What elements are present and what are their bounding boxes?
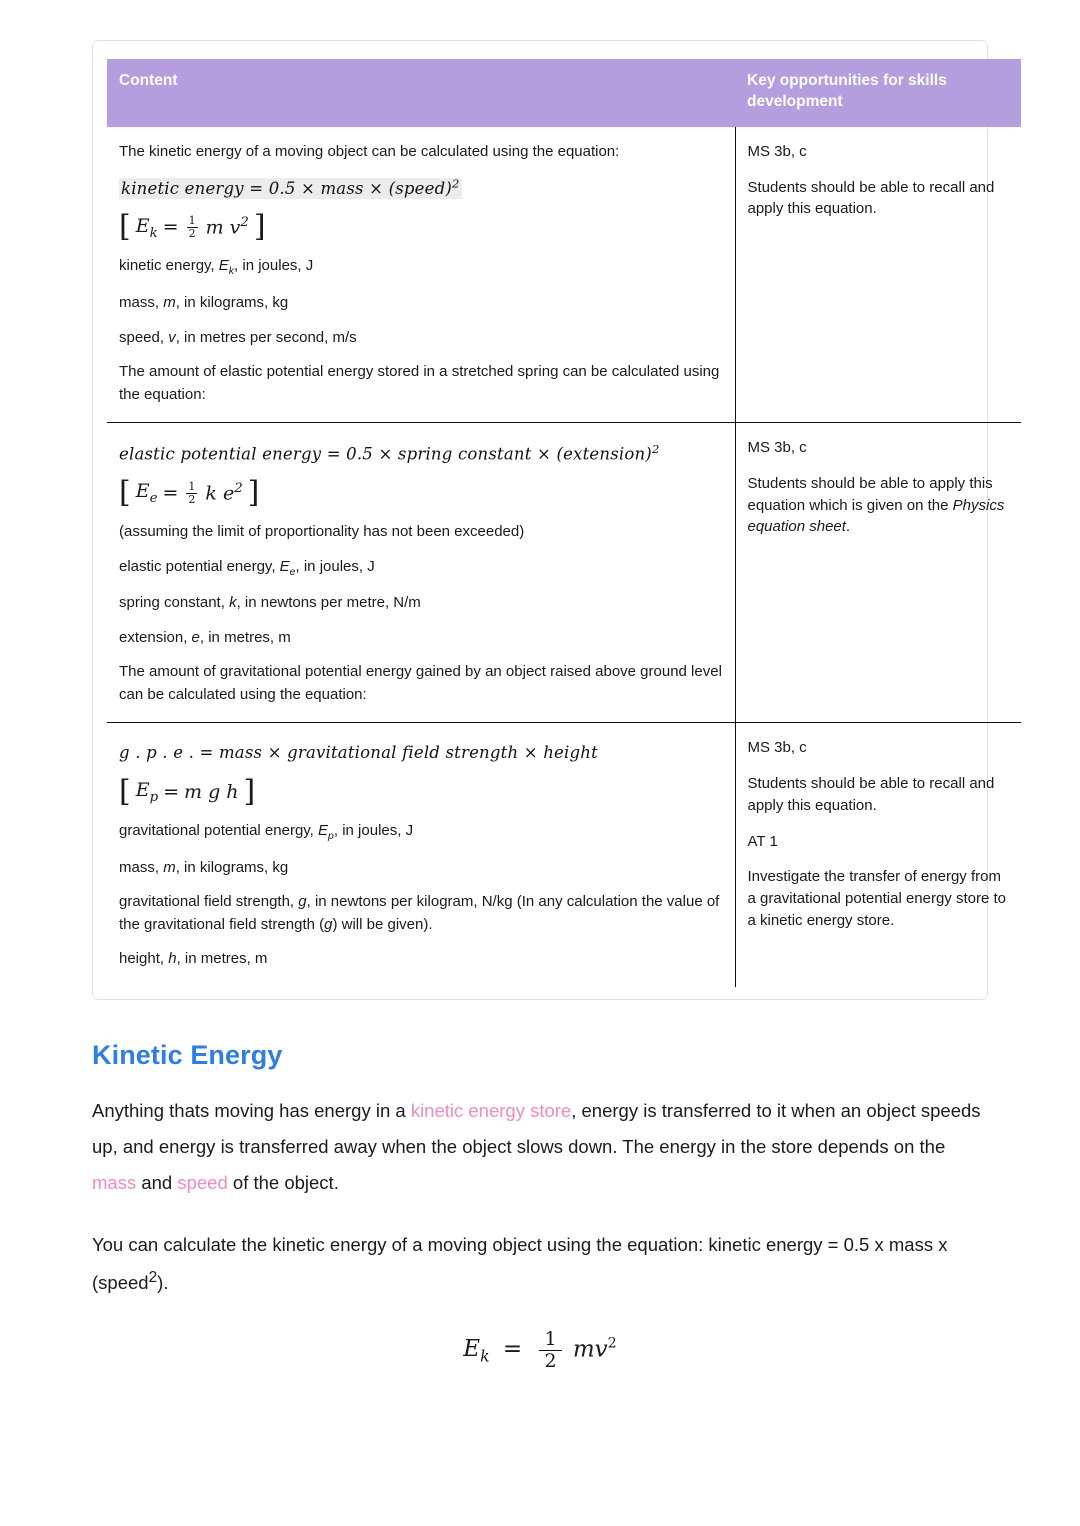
equation-lhs: E	[463, 1336, 481, 1363]
row-3-definition: height, h, in metres, m	[119, 950, 268, 968]
highlight-kinetic-energy-store: kinetic energy store	[410, 1099, 572, 1121]
paragraph-1-part-1: Anything thats moving has energy in a	[92, 1099, 411, 1121]
highlight-speed: speed	[177, 1171, 228, 1193]
row-3-definition: gravitational potential energy, $E_p$, in joules, J	[119, 821, 414, 842]
row-2-definition: spring constant, k, in newtons per metre, N/m	[119, 594, 421, 612]
row-2-note: (assuming the limit of proportionality has not been exceeded)	[119, 523, 525, 541]
row-2-symbol-equation: [ $E_e$ = $\frac{1}{2}$ k $e^2$ ]	[119, 475, 260, 511]
left-bracket-icon: [	[119, 773, 131, 809]
row-2-definition: extension, e, in metres, m	[119, 628, 291, 646]
left-bracket-icon: [	[119, 475, 131, 511]
table-row	[107, 723, 1021, 987]
column-header-content: Content	[107, 59, 735, 127]
paragraph-1-part-2: , energy is transferred to it when an object speeds up, and energy is transferred away when the object slows down. The energy in the store depends on the	[92, 1099, 981, 1157]
right-bracket-icon: ]	[253, 209, 266, 245]
one-half-fraction: $\frac{1}{2}$	[188, 480, 196, 506]
row-2-word-equation-exponent: 2	[651, 442, 660, 457]
row-3-definition: gravitational field strength, g, in newtons per kilogram, N/kg (In any calculation the value of the gravitational field strength (g) will be given).	[119, 893, 720, 933]
page-title: Kinetic Energy	[92, 1039, 283, 1070]
row-3-word-equation: g . p . e . = mass × gravitational field strength × height	[119, 743, 598, 763]
row-2-outro-text: The amount of gravitational potential energy gained by an object raised above ground level can be calculated using the equation:	[119, 663, 722, 703]
row-3-definition: mass, m, in kilograms, kg	[119, 858, 289, 876]
equation-fraction	[539, 1329, 561, 1372]
left-bracket-icon: [	[119, 209, 131, 245]
right-bracket-icon: ]	[247, 475, 260, 511]
row-2-skills-code: MS 3b, c	[747, 439, 807, 457]
equation-rhs-exponent: 2	[607, 1335, 617, 1352]
row-2-content-cell	[107, 423, 735, 723]
row-1-word-equation-text: kinetic energy = 0.5 × mass × (speed)	[121, 178, 452, 198]
row-2-word-equation-text: elastic potential energy = 0.5 × spring constant × (extension)	[119, 444, 652, 464]
row-1-content-cell	[107, 127, 735, 423]
row-1-word-equation	[119, 175, 723, 201]
row-2-word-equation	[119, 441, 723, 467]
row-1-intro-text: The kinetic energy of a moving object can be calculated using the equation:	[119, 142, 620, 160]
row-3-skills-text-2: Investigate the transfer of energy from a gravitational potential energy store to a kinetic energy store.	[747, 868, 1006, 929]
row-1-skills-text: Students should be able to recall and apply this equation.	[747, 178, 995, 218]
row-1-definition: mass, m, in kilograms, kg	[119, 294, 289, 312]
paragraph-1-part-3: and	[136, 1171, 178, 1193]
specification-table	[107, 59, 1021, 987]
row-3-skills-code: MS 3b, c	[747, 739, 807, 757]
row-3-skills-cell	[735, 723, 1021, 987]
equation-lhs-subscript: k	[480, 1347, 490, 1366]
one-half-fraction: $\frac{1}{2}$	[188, 214, 196, 240]
paragraph-2-part-2: ).	[157, 1271, 169, 1293]
row-1-skills-cell	[735, 127, 1021, 423]
column-header-skills: Key opportunities for skills development	[735, 59, 1021, 127]
equation-numerator: 1	[539, 1329, 561, 1351]
article-paragraph-1	[92, 1093, 988, 1201]
row-3-symbol-equation: [ $E_p$ = m g h ]	[119, 773, 256, 809]
row-2-skills-text: Students should be able to apply this equation which is given on the Physics equation sheet.	[747, 474, 1005, 536]
article-paragraph-2	[92, 1227, 988, 1301]
row-3-content-cell	[107, 723, 735, 987]
table-row	[107, 423, 1021, 723]
row-1-skills-code: MS 3b, c	[747, 142, 807, 160]
kinetic-energy-equation	[92, 1329, 988, 1372]
paragraph-2-part-1: You can calculate the kinetic energy of a moving object using the equation: kinetic energy = 0.5 x mass x (speed	[92, 1233, 948, 1293]
equation-rhs: mv	[572, 1336, 608, 1363]
row-1-definition: speed, v, in metres per second, m/s	[119, 328, 357, 346]
highlight-mass: mass	[92, 1171, 137, 1193]
row-3-skills-text: Students should be able to recall and apply this equation.	[747, 775, 995, 814]
specification-table-card	[92, 40, 1006, 1000]
row-1-definition: kinetic energy, $E_k$, in joules, J	[119, 257, 314, 278]
row-1-symbol-equation: [ $E_k$ = $\frac{1}{2}$ m $v^2$ ]	[119, 209, 266, 245]
paragraph-1-part-4: of the object.	[227, 1171, 339, 1193]
row-1-outro-text: The amount of elastic potential energy stored in a stretched spring can be calculated using the equation:	[119, 363, 720, 403]
equation-equals-sign: =	[502, 1336, 523, 1363]
row-2-skills-cell	[735, 423, 1021, 723]
paragraph-2-exponent: 2	[148, 1268, 158, 1286]
row-1-word-equation-exponent: 2	[452, 176, 460, 191]
row-2-definition: elastic potential energy, $E_e$, in joules, J	[119, 557, 375, 578]
table-header-row	[107, 59, 1021, 127]
right-bracket-icon: ]	[243, 773, 256, 809]
equation-denominator: 2	[544, 1349, 557, 1372]
row-3-skills-code-2: AT 1	[747, 832, 778, 850]
table-row	[107, 127, 1021, 423]
